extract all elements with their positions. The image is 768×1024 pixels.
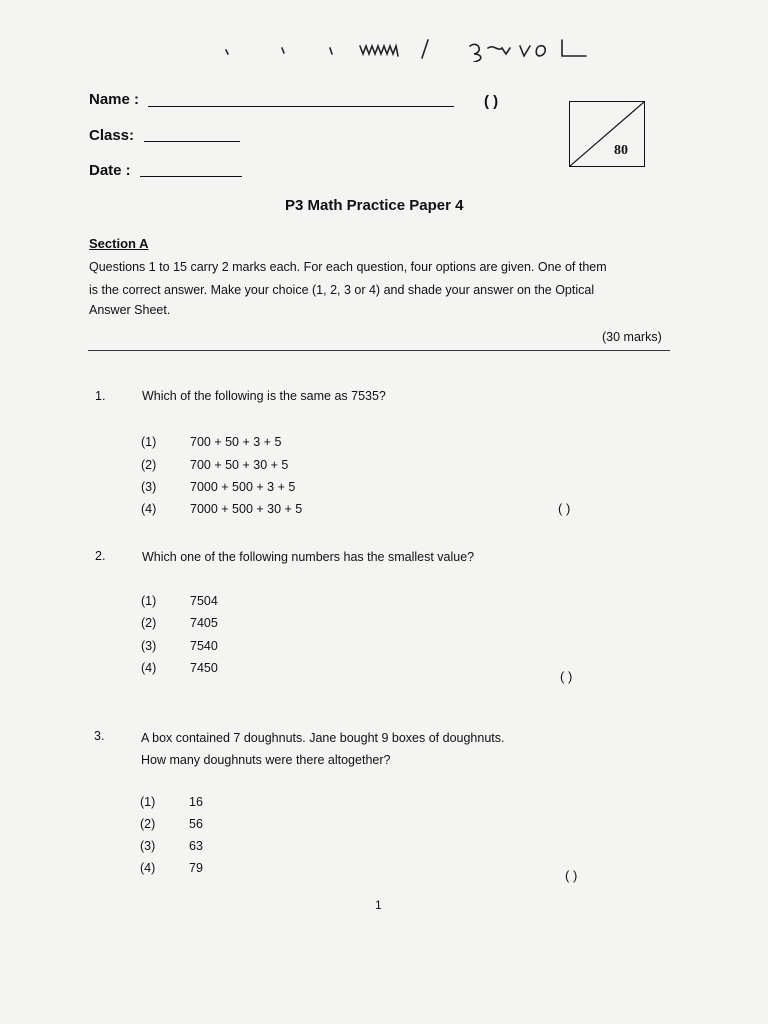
option-label[interactable]: (3) <box>141 480 157 494</box>
score-total: 80 <box>614 143 628 158</box>
option-value: 7000 + 500 + 30 + 5 <box>190 502 303 516</box>
option-label[interactable]: (3) <box>140 839 156 853</box>
option-value: 79 <box>189 861 203 875</box>
class-field-line[interactable] <box>144 141 240 142</box>
instructions-line: Answer Sheet. <box>89 303 171 317</box>
option-value: 56 <box>189 817 203 831</box>
date-field-line[interactable] <box>140 176 242 177</box>
page-number: 1 <box>375 898 382 912</box>
option-value: 63 <box>189 839 203 853</box>
cropped-school-name-scribble <box>220 36 590 62</box>
question-number: 3. <box>94 729 105 743</box>
score-box <box>569 101 645 167</box>
question-number: 1. <box>95 389 106 403</box>
answer-paren[interactable]: ( ) <box>560 669 573 684</box>
class-label: Class: <box>89 127 135 144</box>
option-value: 700 + 50 + 3 + 5 <box>190 435 282 449</box>
option-label[interactable]: (4) <box>140 861 156 875</box>
option-label[interactable]: (2) <box>140 817 156 831</box>
option-value: 7540 <box>190 639 218 653</box>
option-value: 16 <box>189 795 203 809</box>
name-label: Name : <box>89 91 140 108</box>
paper-title: P3 Math Practice Paper 4 <box>285 197 464 214</box>
section-heading: Section A <box>89 236 149 251</box>
answer-paren[interactable]: ( ) <box>558 501 571 516</box>
option-label[interactable]: (4) <box>141 502 157 516</box>
option-value: 7405 <box>190 616 218 630</box>
option-label[interactable]: (1) <box>140 795 156 809</box>
option-label[interactable]: (2) <box>141 458 157 472</box>
option-value: 7504 <box>190 594 218 608</box>
question-text: Which one of the following numbers has the smallest value? <box>142 550 475 564</box>
option-label[interactable]: (3) <box>141 639 157 653</box>
answer-paren[interactable]: ( ) <box>565 868 578 883</box>
option-label[interactable]: (1) <box>141 594 157 608</box>
option-value: 7000 + 500 + 3 + 5 <box>190 480 296 494</box>
question-text: How many doughnuts were there altogether? <box>141 753 391 767</box>
instructions-line: is the correct answer. Make your choice (1, 2, 3 or 4) and shade your answer on the Optical <box>89 283 595 297</box>
section-divider <box>88 350 670 351</box>
section-marks: (30 marks) <box>602 330 662 344</box>
option-label[interactable]: (4) <box>141 661 157 675</box>
option-value: 700 + 50 + 30 + 5 <box>190 458 289 472</box>
score-box-diagonal <box>570 102 644 166</box>
question-number: 2. <box>95 549 106 563</box>
option-value: 7450 <box>190 661 218 675</box>
option-label[interactable]: (2) <box>141 616 157 630</box>
name-register-paren: ( ) <box>484 93 499 110</box>
name-field-line[interactable] <box>148 106 454 107</box>
question-text: A box contained 7 doughnuts. Jane bought 9 boxes of doughnuts. <box>141 731 505 745</box>
date-label: Date : <box>89 162 131 179</box>
option-label[interactable]: (1) <box>141 435 157 449</box>
question-text: Which of the following is the same as 7535? <box>142 389 386 403</box>
instructions-line: Questions 1 to 15 carry 2 marks each. For each question, four options are given. One of them <box>89 260 607 274</box>
